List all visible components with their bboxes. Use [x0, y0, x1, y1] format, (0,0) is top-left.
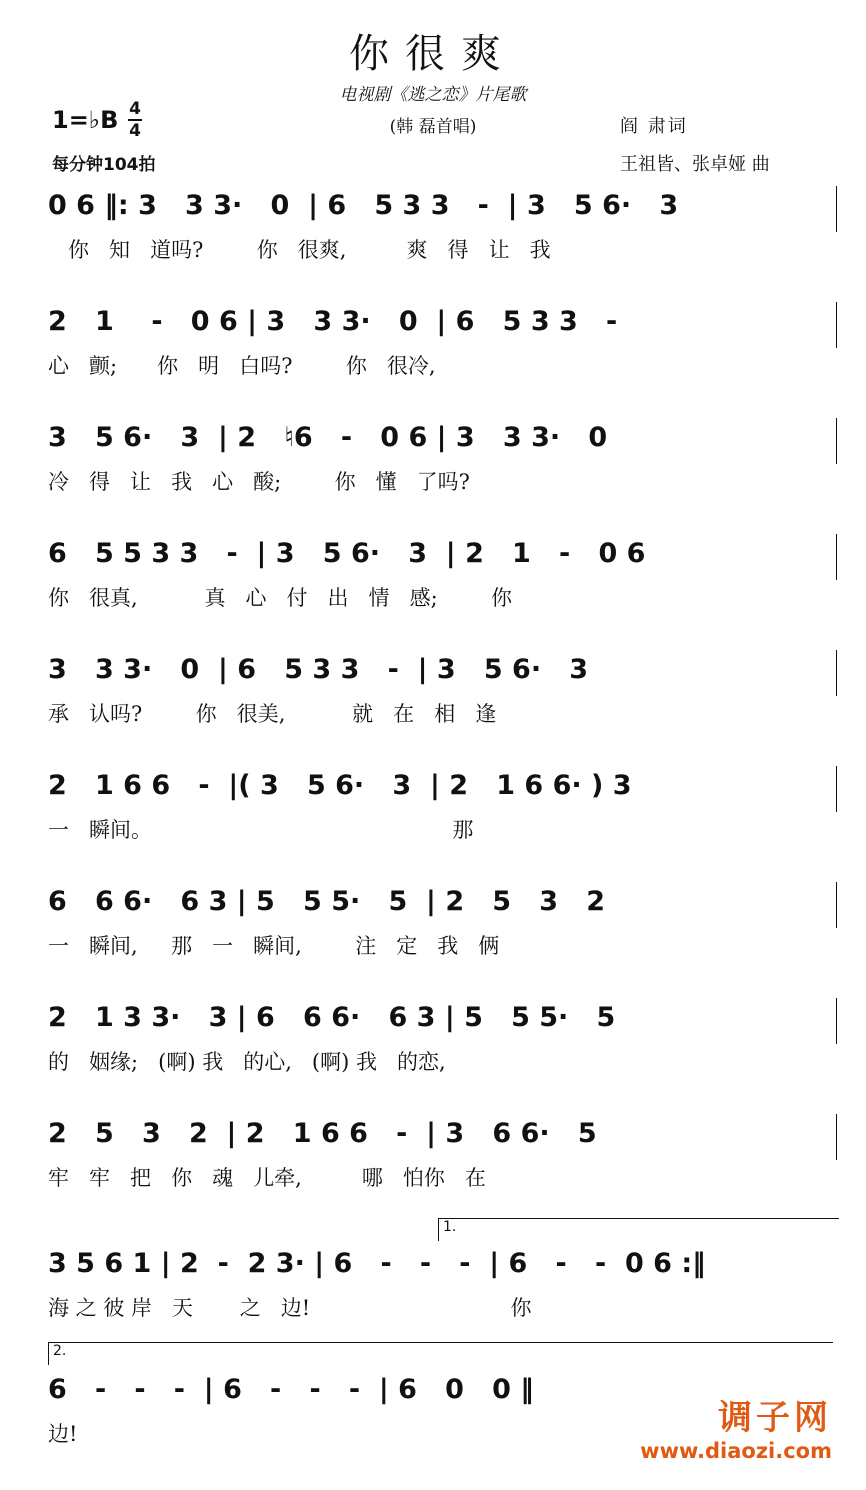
- lyric-line: 的 姻缘; (啊) 我 的心, (啊) 我 的恋,: [48, 1050, 446, 1074]
- time-top: 4: [129, 99, 141, 119]
- song-title: 你很爽: [349, 31, 517, 77]
- notation-line: 2 1 6 6 - |( 3 5 6· 3 | 2 1 6 6· ) 3: [48, 770, 632, 801]
- music-system-2: [0, 302, 866, 422]
- music-system-5: [0, 650, 866, 770]
- music-system-9: [0, 1114, 866, 1234]
- lyric-line: 一 瞬间, 那 一 瞬间, 注 定 我 俩: [48, 934, 500, 958]
- notation-line: 3 5 6· 3 | 2 ♮6 - 0 6 | 3 3 3· 0: [48, 422, 608, 453]
- lyric-line: 边!: [48, 1422, 78, 1446]
- notation-line: 2 1 3 3· 3 | 6 6 6· 6 3 | 5 5 5· 5: [48, 1002, 616, 1033]
- music-system-8: [0, 998, 866, 1118]
- site-watermark: [640, 1390, 832, 1463]
- lyric-line: 一 瞬间。 那: [48, 818, 474, 842]
- lyric-line: 冷 得 让 我 心 酸; 你 懂 了吗?: [48, 470, 470, 494]
- notation-line: 2 5 3 2 | 2 1 6 6 - | 3 6 6· 5: [48, 1118, 597, 1149]
- volta-second-ending: 2.: [48, 1342, 833, 1365]
- notation-line: 2 1 - 0 6 | 3 3 3· 0 | 6 5 3 3 -: [48, 306, 618, 337]
- notation-line: 6 - - - | 6 - - - | 6 0 0 ‖: [48, 1374, 534, 1405]
- time-bottom: 4: [129, 121, 141, 141]
- lyric-line: 心 颤; 你 明 白吗? 你 很冷,: [48, 354, 436, 378]
- tempo-marking: 每分钟104拍: [52, 155, 156, 175]
- notation-line: 6 6 6· 6 3 | 5 5 5· 5 | 2 5 3 2: [48, 886, 606, 917]
- time-signature: [128, 100, 142, 140]
- notation-line: 3 5 6 1 | 2 - 2 3· | 6 - - - | 6 - - 0 6 :‖: [48, 1248, 706, 1279]
- watermark-name: 调子网: [718, 1398, 832, 1438]
- volta-first-ending: 1.: [438, 1218, 839, 1241]
- notation-line: 0 6 ‖: 3 3 3· 0 | 6 5 3 3 - | 3 5 6· 3: [48, 190, 679, 221]
- watermark-url: www.diaozi.com: [640, 1439, 832, 1463]
- song-subtitle: 电视剧《逃之恋》片尾歌: [339, 85, 527, 105]
- lyric-line: 牢 牢 把 你 魂 儿牵, 哪 怕你 在: [48, 1166, 486, 1190]
- lyricist-credit: 阎 肃词: [620, 116, 688, 137]
- music-system-7: [0, 882, 866, 1002]
- key-signature: 1=♭B: [52, 106, 119, 134]
- singer-credit: (韩 磊首唱): [389, 117, 477, 137]
- music-system-4: [0, 534, 866, 654]
- lyric-line: 承 认吗? 你 很美, 就 在 相 逢: [48, 702, 497, 726]
- composer-credit: 王祖皆、张卓娅 曲: [620, 154, 770, 175]
- notation-line: 6 5 5 3 3 - | 3 5 6· 3 | 2 1 - 0 6: [48, 538, 646, 569]
- music-system-1: [0, 186, 866, 306]
- music-system-3: [0, 418, 866, 538]
- music-system-6: [0, 766, 866, 886]
- notation-line: 3 3 3· 0 | 6 5 3 3 - | 3 5 6· 3: [48, 654, 589, 685]
- lyric-line: 海 之 彼 岸 天 之 边! 你: [48, 1296, 532, 1320]
- lyric-line: 你 很真, 真 心 付 出 情 感; 你: [48, 586, 513, 610]
- lyric-line: 你 知 道吗? 你 很爽, 爽 得 让 我: [48, 238, 551, 262]
